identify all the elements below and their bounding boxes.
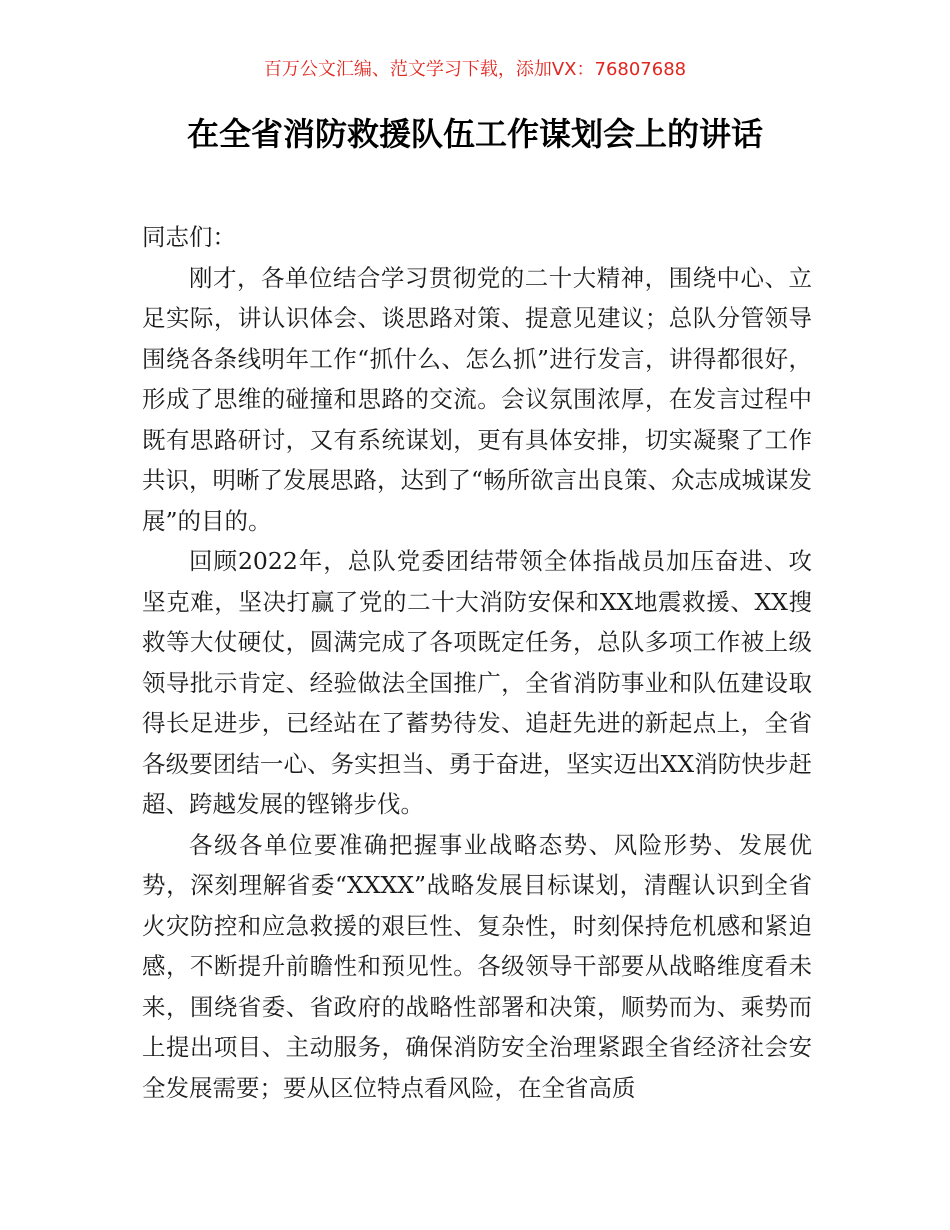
page-title: 在全省消防救援队伍工作谋划会上的讲话	[186, 115, 763, 153]
paragraph-3: 各级各单位要准确把握事业战略态势、风险形势、发展优势，深刻理解省委“XXXX”战略发展目标谋划，清醒认识到全省火灾防控和应急救援的艰巨性、复杂性，时刻保持危机感和紧迫感，不断提升前瞻性和预见性。各级领导干部要从战略维度看未来，围绕省委、省政府的战略性部署和决策，顺势而为、乘势而上提出项目、主动服务，确保消防安全治理紧跟全省经济社会安全发展需要；要从区位特点看风险，在全省高质	[142, 830, 812, 1102]
paragraph-1: 刚才，各单位结合学习贯彻党的二十大精神，围绕中心、立足实际，讲认识体会、谈思路对策、提意见建议；总队分管领导围绕各条线明年工作“抓什么、怎么抓”进行发言，讲得都很好，形成了思维的碰撞和思路的交流。会议氛围浓厚，在发言过程中既有思路研讨，又有系统谋划，更有具体安排，切实凝聚了工作共识，明晰了发展思路，达到了“畅所欲言出良策、众志成城谋发展”的目的。	[142, 263, 813, 535]
salutation: 同志们：	[142, 223, 236, 251]
document-body	[142, 217, 812, 1108]
paragraph-2: 回顾2022年，总队党委团结带领全体指战员加压奋进、攻坚克难，坚决打赢了党的二十大消防安保和XX地震救援、XX搜救等大仗硬仗，圆满完成了各项既定任务，总队多项工作被上级领导批示肯定、经验做法全国推广，全省消防事业和队伍建设取得长足进步，已经站在了蓄势待发、追赶先进的新起点上，全省各级要团结一心、务实担当、勇于奋进，坚实迈出XX消防快步赶超、跨越发展的铿锵步伐。	[142, 547, 812, 818]
header-watermark-note: 百万公文汇编、范文学习下载，添加VX：76807688	[263, 59, 687, 80]
